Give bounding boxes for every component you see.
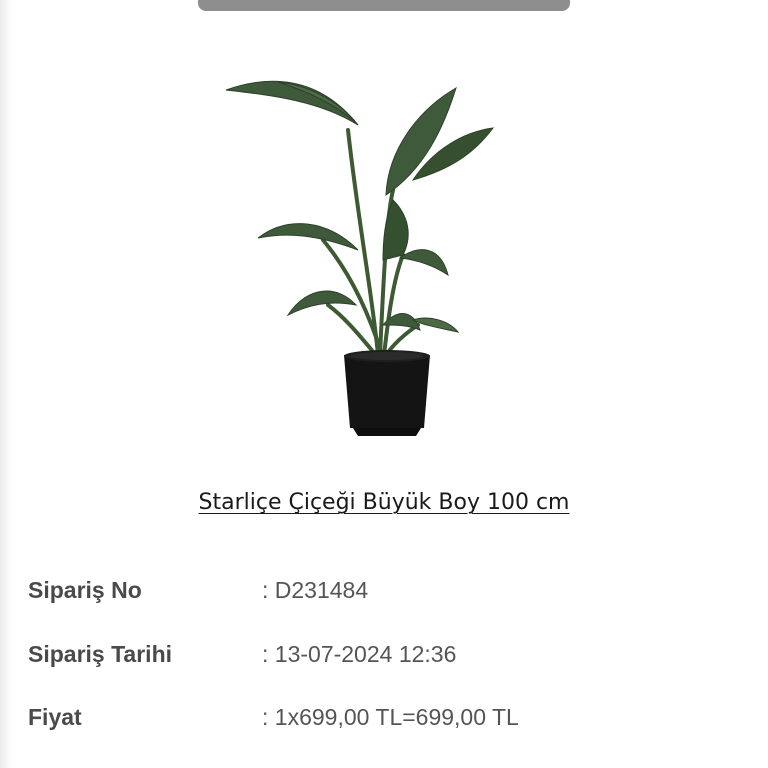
order-date-label: Sipariş Tarihi	[28, 641, 173, 667]
price-label: Fiyat	[28, 704, 82, 730]
order-date-value: : 13-07-2024 12:36	[262, 641, 457, 667]
drag-handle[interactable]	[198, 0, 570, 11]
price-row	[0, 699, 768, 735]
order-date-row	[0, 636, 768, 672]
order-number-value: : D231484	[262, 577, 369, 603]
product-title-link[interactable]: Starliçe Çiçeği Büyük Boy 100 cm	[198, 490, 570, 515]
order-number-row	[0, 572, 768, 608]
price-value: : 1x699,00 TL=699,00 TL	[262, 704, 519, 730]
order-number-label: Sipariş No	[28, 577, 142, 603]
product-image	[208, 70, 518, 450]
